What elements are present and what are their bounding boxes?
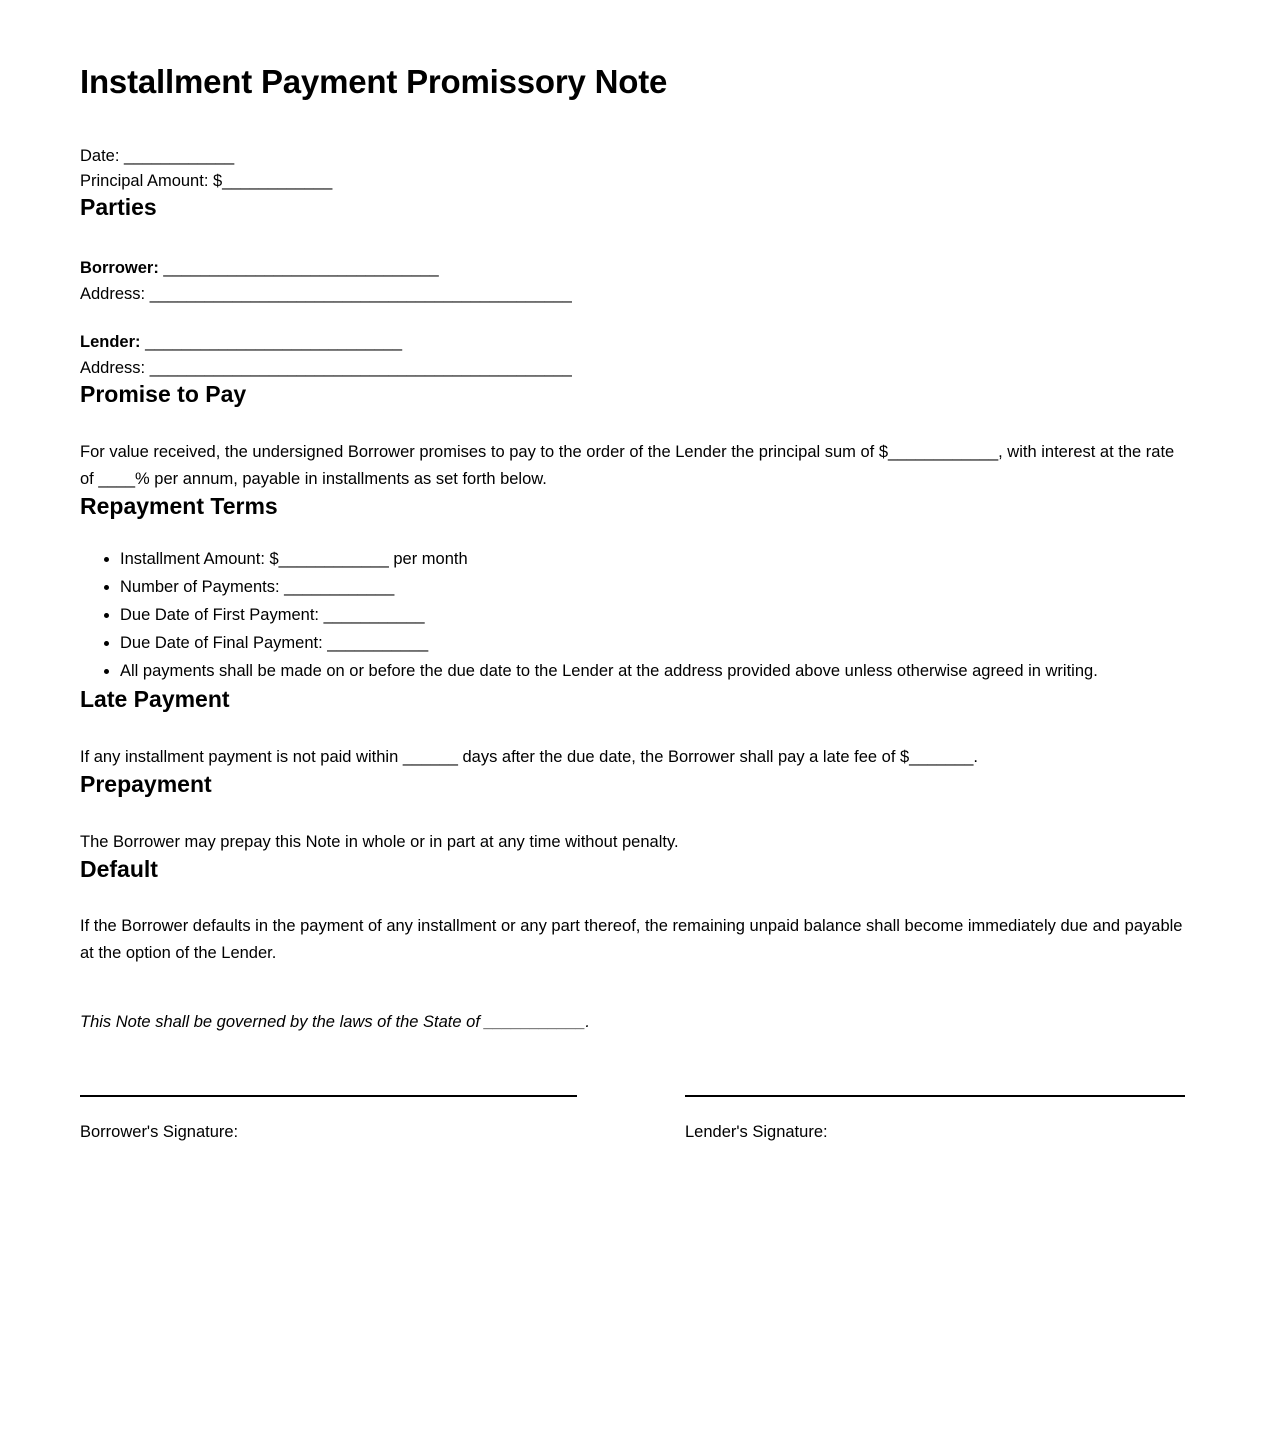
section-heading-late-payment: Late Payment (80, 686, 230, 713)
lender-signature-line[interactable] (685, 1095, 1185, 1097)
section-heading-repayment-terms: Repayment Terms (80, 492, 278, 519)
document-meta (80, 144, 1185, 194)
lender-label: Lender: (80, 333, 141, 352)
section-heading-default: Default (80, 855, 158, 882)
borrower-group (80, 255, 1185, 307)
section-heading-parties: Parties (80, 193, 157, 220)
prepayment-paragraph: The Borrower may prepay this Note in whole or in part at any time without penalty. (80, 832, 679, 851)
borrower-signature-label: Borrower's Signature: (80, 1123, 239, 1142)
borrower-signature-line[interactable] (80, 1095, 577, 1097)
lender-signature-label: Lender's Signature: (685, 1123, 828, 1142)
signature-area (80, 1095, 1185, 1145)
list-item: • Due Date of Final Payment: ___________ (120, 630, 1185, 658)
repayment-terms-list (80, 546, 1185, 686)
document-content (80, 0, 1185, 1145)
principal-amount-field[interactable]: Principal Amount: $____________ (80, 171, 333, 190)
list-item: • All payments shall be made on or before the due date to the Lender at the address provided above unless otherwise agreed in writing. (120, 658, 1185, 686)
promise-to-pay-paragraph: For value received, the undersigned Borrower promises to pay to the order of the Lender the principal sum of $____________, with interest at the rate of ____% per annum, payable in installments as set forth below. (80, 442, 1175, 488)
date-field[interactable]: Date: ____________ (80, 146, 235, 165)
lender-signature-block (685, 1095, 1185, 1145)
borrower-signature-block (80, 1095, 577, 1145)
borrower-address-field[interactable]: Address: ______________________________________________ (80, 285, 572, 304)
list-item: • Due Date of First Payment: ___________ (120, 602, 1185, 630)
parties-block (80, 255, 1185, 381)
borrower-name-field[interactable] (80, 255, 1185, 281)
lender-address-field[interactable]: Address: ______________________________________________ (80, 359, 572, 378)
section-heading-promise-to-pay: Promise to Pay (80, 381, 247, 408)
list-item: • Number of Payments: ____________ (120, 574, 1185, 602)
default-paragraph: If the Borrower defaults in the payment of any installment or any part thereof, the remaining unpaid balance shall become immediately due and payable at the option of the Lender. (80, 917, 1183, 963)
lender-name-field[interactable] (80, 329, 1185, 355)
page-title: Installment Payment Promissory Note (80, 63, 668, 100)
lender-group (80, 329, 1185, 381)
borrower-label: Borrower: (80, 259, 159, 278)
section-heading-prepayment: Prepayment (80, 770, 212, 797)
lender-name-blank: ____________________________ (140, 333, 403, 352)
governing-law-clause: This Note shall be governed by the laws of the State of ___________. (80, 1013, 591, 1032)
late-payment-paragraph: If any installment payment is not paid within ______ days after the due date, the Borrower shall pay a late fee of $_______. (80, 747, 978, 766)
borrower-name-blank: ______________________________ (158, 259, 439, 278)
list-item: • Installment Amount: $____________ per month (120, 546, 1185, 574)
